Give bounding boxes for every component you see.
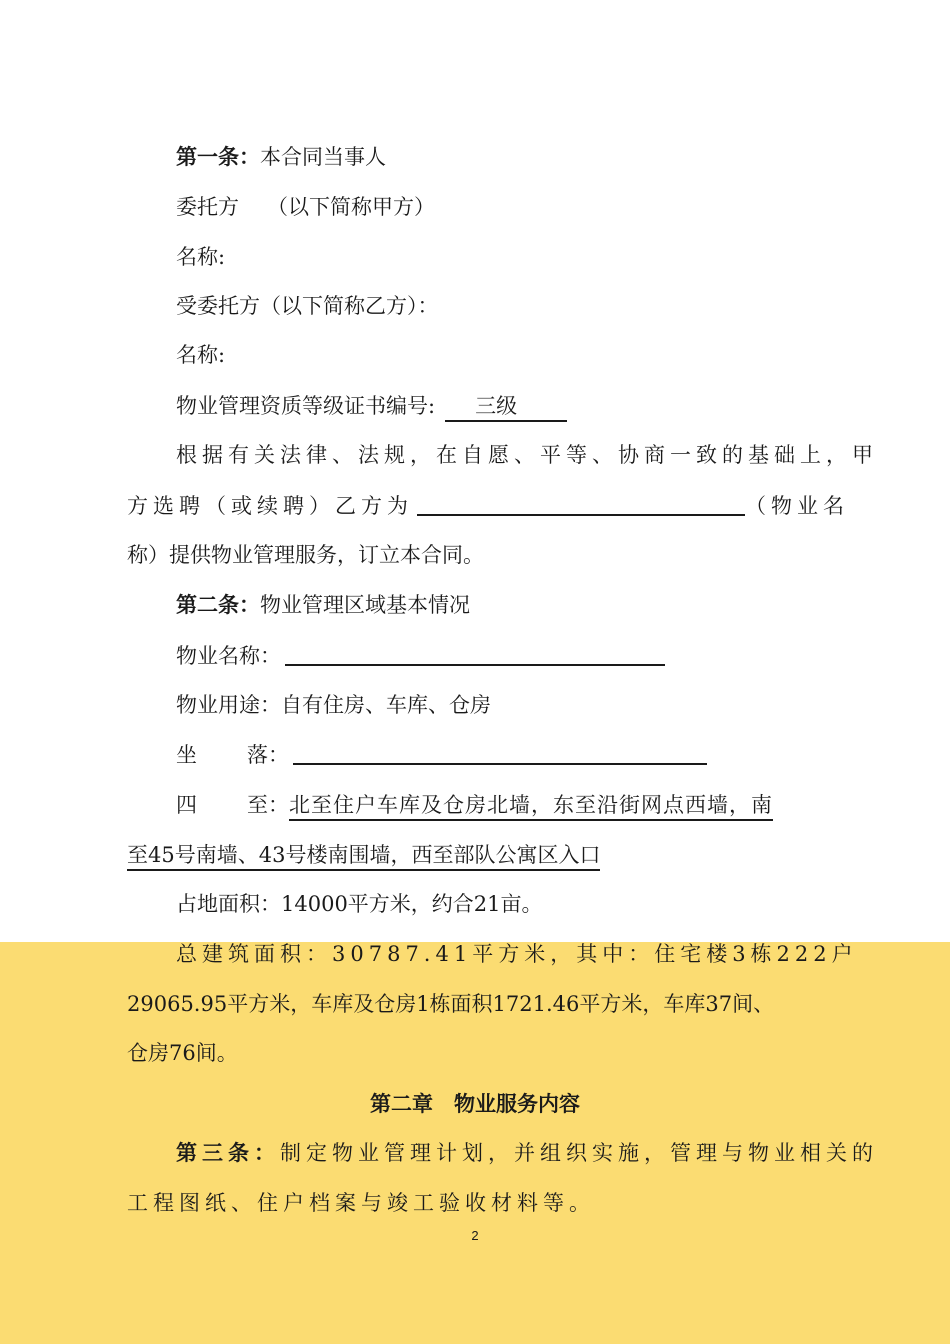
article-2-text: 物业管理区域基本情况 bbox=[260, 593, 470, 617]
article-1 bbox=[0, 137, 950, 177]
property-use-value: 自有住房、车库、仓房 bbox=[281, 693, 491, 717]
article-2-label: 第二条： bbox=[176, 593, 260, 617]
boundary-text2: 至45号南墙、43号楼南围墙，西至部队公寓区入口 bbox=[127, 843, 600, 871]
building-area-line1: 总建筑面积：30787.41平方米，其中：住宅楼3栋222户 bbox=[176, 942, 858, 966]
property-use-label: 物业用途： bbox=[176, 693, 281, 717]
article-3-label: 第三条： bbox=[176, 1141, 280, 1165]
building-area-line2: 29065.95平方米，车库及仓房1栋面积1721.46平方米，车库37间、 bbox=[127, 992, 775, 1016]
boundary-line1 bbox=[0, 785, 950, 825]
boundary-text1: 北至住户车库及仓房北墙，东至沿街网点西墙，南 bbox=[289, 793, 773, 821]
location-blank bbox=[293, 735, 707, 765]
party-a-line bbox=[0, 187, 950, 227]
party-b-line: 受委托方（以下简称乙方）： bbox=[176, 294, 439, 318]
party-a-note: （以下简称甲方） bbox=[267, 195, 435, 219]
property-name-blank bbox=[285, 636, 665, 666]
article-1-text: 本合同当事人 bbox=[260, 145, 386, 169]
location-char2: 落： bbox=[247, 743, 289, 767]
boundary-line2 bbox=[0, 835, 950, 875]
property-name-label: 物业名称： bbox=[176, 644, 281, 668]
building-area-line3: 仓房76间。 bbox=[127, 1041, 238, 1065]
article-1-label: 第一条： bbox=[176, 145, 260, 169]
article-2 bbox=[0, 585, 950, 625]
para1-line2 bbox=[0, 486, 950, 526]
land-area: 占地面积：14000平方米，约合21亩。 bbox=[176, 892, 543, 916]
property-use-line bbox=[0, 685, 950, 725]
party-b-name: 名称: bbox=[176, 343, 226, 367]
chapter-heading: 第二章 物业服务内容 bbox=[370, 1092, 580, 1116]
para1-line2-b: （物业名 bbox=[745, 494, 849, 518]
party-a-label: 委托方 bbox=[176, 195, 239, 219]
boundary-char1: 四 bbox=[176, 793, 197, 817]
para1-line3: 称）提供物业管理服务，订立本合同。 bbox=[127, 543, 484, 567]
property-name-line bbox=[0, 636, 950, 676]
article-3-line1 bbox=[0, 1133, 950, 1173]
certificate-line bbox=[0, 386, 950, 426]
article-3-text1: 制定物业管理计划，并组织实施，管理与物业相关的 bbox=[280, 1141, 878, 1165]
certificate-value: 三级 bbox=[445, 392, 567, 422]
location-char1: 坐 bbox=[176, 743, 197, 767]
service-provider-blank bbox=[417, 486, 745, 516]
location-line bbox=[0, 735, 950, 775]
certificate-label: 物业管理资质等级证书编号: bbox=[176, 394, 436, 418]
para1-line2-a: 方选聘（或续聘）乙方为 bbox=[127, 494, 413, 518]
page-number: 2 bbox=[471, 1228, 479, 1243]
party-a-name: 名称: bbox=[176, 245, 226, 269]
para1-line1: 根据有关法律、法规，在自愿、平等、协商一致的基础上，甲 bbox=[176, 443, 878, 467]
article-3-line2: 工程图纸、住户档案与竣工验收材料等。 bbox=[127, 1191, 595, 1215]
boundary-char2: 至： bbox=[247, 793, 289, 817]
